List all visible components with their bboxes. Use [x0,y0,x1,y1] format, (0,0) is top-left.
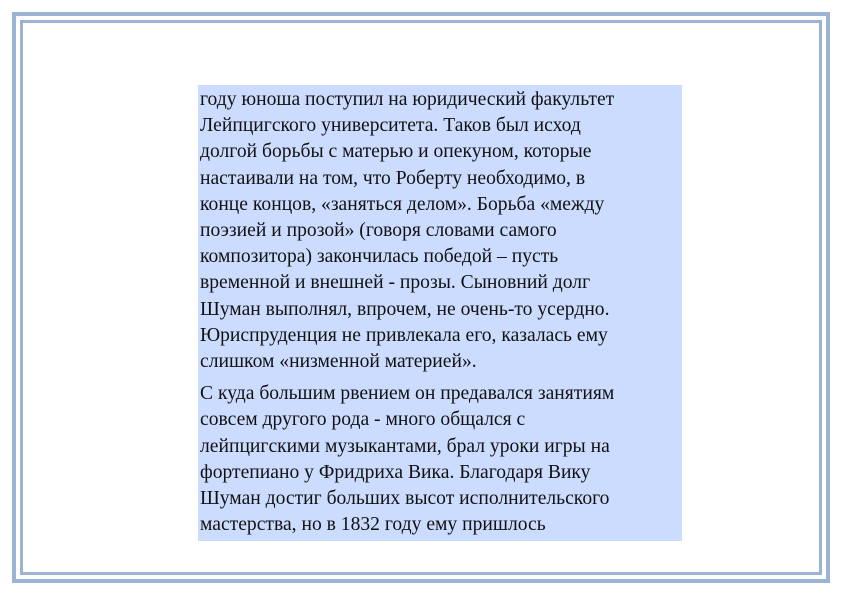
paragraph-2 [200,381,680,538]
text-line: Лейпцигского университета. Таков был исход [200,115,581,137]
text-line: совсем другого рода - много общался с [200,409,526,431]
text-line: долгой борьбы с матерью и опекуном, которые [200,141,592,163]
text-line: настаивали на том, что Роберту необходимо, в [200,167,586,189]
text-line: слишком «низменной материей». [200,351,477,373]
text-line: Шуман выполнял, впрочем, не очень-то усердно. [200,298,610,320]
text-line: году юноша поступил на юридический факультет [200,89,615,110]
text-line: мастерства, но в 1832 году ему пришлось [200,514,546,536]
text-line: фортепиано у Фридриха Вика. Благодаря Вику [200,461,591,483]
text-line: конце концов, «заняться делом». Борьба «между [200,193,605,215]
paragraph-1 [200,87,680,375]
text-line: Шуман достиг больших высот исполнительского [200,488,610,510]
text-line: поэзией и прозой» (говоря словами самого [200,220,557,242]
text-line: временной и внешней - прозы. Сыновний долг [200,272,591,294]
text-line: С куда большим рвением он предавался занятиям [200,383,615,405]
text-line: лейпцигскими музыкантами, брал уроки игры на [200,435,610,457]
text-line: Юриспруденция не привлекала его, казалась ему [200,324,608,346]
text-line: композитора) закончилась победой – пусть [200,246,559,268]
text-box [198,85,682,541]
